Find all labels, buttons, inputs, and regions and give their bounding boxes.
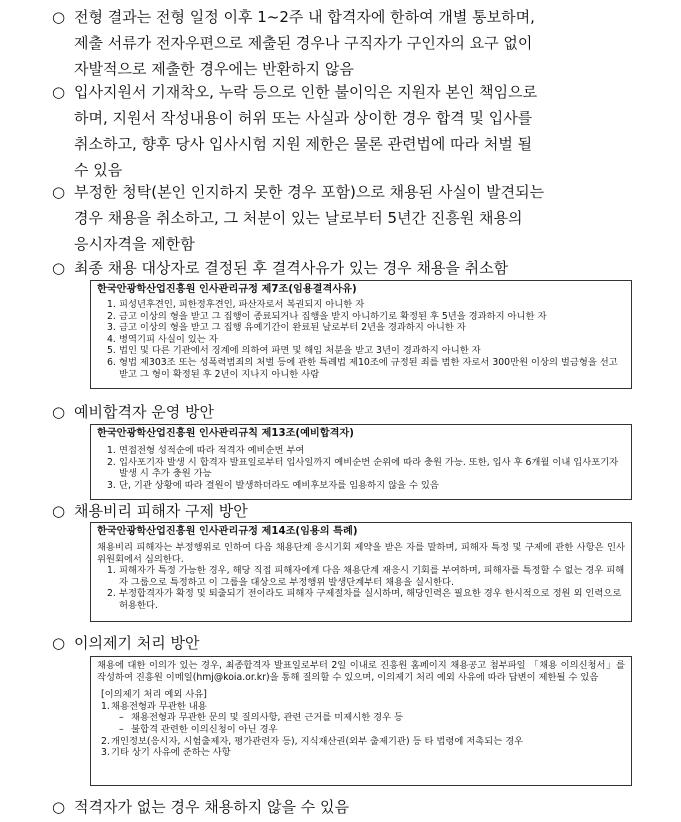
objection-intro: 채용에 대한 이의가 있는 경우, 최종합격자 발표일로부터 2일 이내로 진흥원 홈페이지 채용공고 첨부파일 「채용 이의신청서」를 작성하여 진흥원 이메일(hmj@koia.or.kr)을 통해 질의할 수 있으며, 이의제기 처리 예외 사유에 따라 답변이 제한될 수 있음	[97, 660, 625, 683]
disqualification-paragraph	[52, 255, 634, 281]
rule-intro: 채용비리 피해자는 부정행위로 인하여 다음 채용단계 응시기회 제약을 받은 자를 말하며, 피해자 특정 및 구제에 관한 사항은 인사위원회에서 심의한다.	[97, 542, 625, 565]
circle-bullet-icon: ○	[52, 634, 66, 652]
paragraph-line: 취소하고, 향후 당사 입사시험 지원 제한은 물론 관련법에 따라 처벌 될	[74, 135, 533, 153]
reserve-candidate-box	[90, 424, 632, 500]
list-item: 1. 채용전형과 무관한 내용	[101, 700, 207, 712]
paragraph-line: 경우 채용을 취소하고, 그 처분이 있는 날로부터 5년간 진흥원 채용의	[74, 209, 523, 227]
section-label: 이의제기 처리 방안	[74, 634, 200, 652]
paragraph-line: 제출 서류가 전자우편으로 제출된 경우나 구직자가 구인자의 요구 없이	[74, 34, 533, 52]
list-item: 1. 피해자가 특정 가능한 경우, 해당 직접 피해자에게 다음 채용단계 재응시 기회를 부여하며, 피해자를 특정할 수 없는 경우 피해자 그룹으로 특정하고 이 그룹을 대상으로 부정행위 발생단계부터 채용을 실시한다.	[107, 565, 625, 588]
paragraph-line: 수 있음	[74, 161, 123, 179]
section-label: 예비합격자 운영 방안	[74, 403, 214, 421]
circle-bullet-icon: ○	[52, 403, 66, 421]
paragraph-line: 입사지원서 기재착오, 누락 등으로 인한 불이익은 지원자 본인 책임으로	[74, 83, 538, 101]
paragraph-line: 전형 결과는 전형 일정 이후 1~2주 내 합격자에 한하여 개별 통보하며,	[74, 8, 535, 26]
list-item: 2. 부정합격자가 확정 및 퇴출되기 전이라도 피해자 구제절차를 실시하며, 해당인력은 필요한 경우 한시적으로 정원 외 인력으로 허용한다.	[107, 588, 622, 611]
rule-list	[97, 565, 625, 611]
rule-title: 한국안광학산업진흥원 인사관리규정 제14조(임용의 특례)	[97, 526, 358, 537]
list-item: 4. 병역기피 사실이 있는 자	[107, 333, 218, 345]
list-item: 2. 입사포기자 발생 시 합격자 발표일로부터 입사일까지 예비순번 순위에 따라 충원 가능. 또한, 입사 후 6개월 이내 입사포기자 발생 시 추가 충원 가능	[107, 456, 619, 480]
list-item: 3. 기타 상기 사유에 준하는 사항	[101, 747, 231, 759]
rule-list	[97, 445, 625, 491]
rule-title: 한국안광학산업진흥원 인사관리규칙 제13조(예비합격자)	[97, 428, 354, 439]
list-item: 2. 금고 이상의 형을 받고 그 집행이 종료되거나 집행을 받지 아니하기로 확정된 후 5년을 경과하지 아니한 자	[107, 310, 547, 322]
victim-relief-box	[90, 522, 632, 622]
victim-relief-heading	[52, 501, 248, 521]
paragraph-line: 최종 채용 대상자로 결정된 후 결격사유가 있는 경우 채용을 취소함	[74, 259, 509, 277]
notice-result-paragraph	[52, 4, 634, 82]
no-qualified-heading	[52, 797, 349, 817]
disqualification-rule-box	[90, 280, 632, 389]
reserve-candidate-heading	[52, 402, 214, 422]
objection-heading	[52, 633, 200, 653]
list-item: 5. 법인 및 다른 기관에서 징계에 의하여 파면 및 해임 처분을 받고 3년이 경과하지 아니한 자	[107, 345, 481, 357]
paragraph-line: 응시자격을 제한함	[74, 235, 195, 253]
improper-solicitation-paragraph	[52, 179, 634, 257]
list-item: 1. 피성년후견인, 피한정후견인, 파산자로서 복권되지 아니한 자	[107, 299, 365, 310]
list-item: 3. 금고 이상의 형을 받고 그 집행 유예기간이 완료된 날로부터 2년을 경과하지 아니한 자	[107, 322, 466, 334]
list-item: 6. 형법 제303조 또는 성폭력범죄의 처벌 등에 관한 특례법 제10조에 규정된 죄를 범한 자로서 300만원 이상의 벌금형을 선고받고 그 형이 확정된 후 2년이 지나지 아니한 사람	[107, 356, 618, 380]
list-item: 2. 개인정보(응시자, 시험출제자, 평가관련자 등), 지식재산권(외부 출제기관) 등 타 법령에 저촉되는 경우	[101, 735, 524, 747]
rule-title: 한국안광학산업진흥원 인사관리규정 제7조(임용결격사유)	[97, 284, 357, 295]
list-item: 1. 면접전형 성적순에 따라 적격자 예비순번 부여	[107, 445, 305, 456]
circle-bullet-icon: ○	[52, 259, 66, 277]
application-error-paragraph	[52, 79, 634, 183]
objection-box	[90, 656, 632, 786]
circle-bullet-icon: ○	[52, 83, 66, 101]
list-item: – 채용전형과 무관한 문의 및 질의사항, 관련 근거를 미제시한 경우 등	[119, 712, 404, 724]
paragraph-line: 부정한 청탁(본인 인지하지 못한 경우 포함)으로 채용된 사실이 발견되는	[74, 183, 545, 201]
paragraph-line: 자발적으로 제출한 경우에는 반환하지 않음	[74, 60, 354, 78]
section-label: 적격자가 없는 경우 채용하지 않을 수 있음	[74, 798, 349, 816]
exception-title: [이의제기 처리 예외 사유]	[101, 689, 207, 701]
list-item: – 불합격 관련한 이의신청이 아닌 경우	[119, 723, 278, 735]
list-item: 3. 단, 기관 상황에 따라 결원이 발생하더라도 예비후보자를 임용하지 않을 수 있음	[107, 479, 439, 491]
paragraph-line: 하며, 지원서 작성내용이 허위 또는 사실과 상이한 경우 합격 및 입사를	[74, 109, 533, 127]
circle-bullet-icon: ○	[52, 8, 66, 26]
circle-bullet-icon: ○	[52, 798, 66, 816]
exception-list	[97, 701, 625, 759]
section-label: 채용비리 피해자 구제 방안	[74, 502, 248, 520]
rule-list	[97, 299, 625, 380]
circle-bullet-icon: ○	[52, 502, 66, 520]
circle-bullet-icon: ○	[52, 183, 66, 201]
